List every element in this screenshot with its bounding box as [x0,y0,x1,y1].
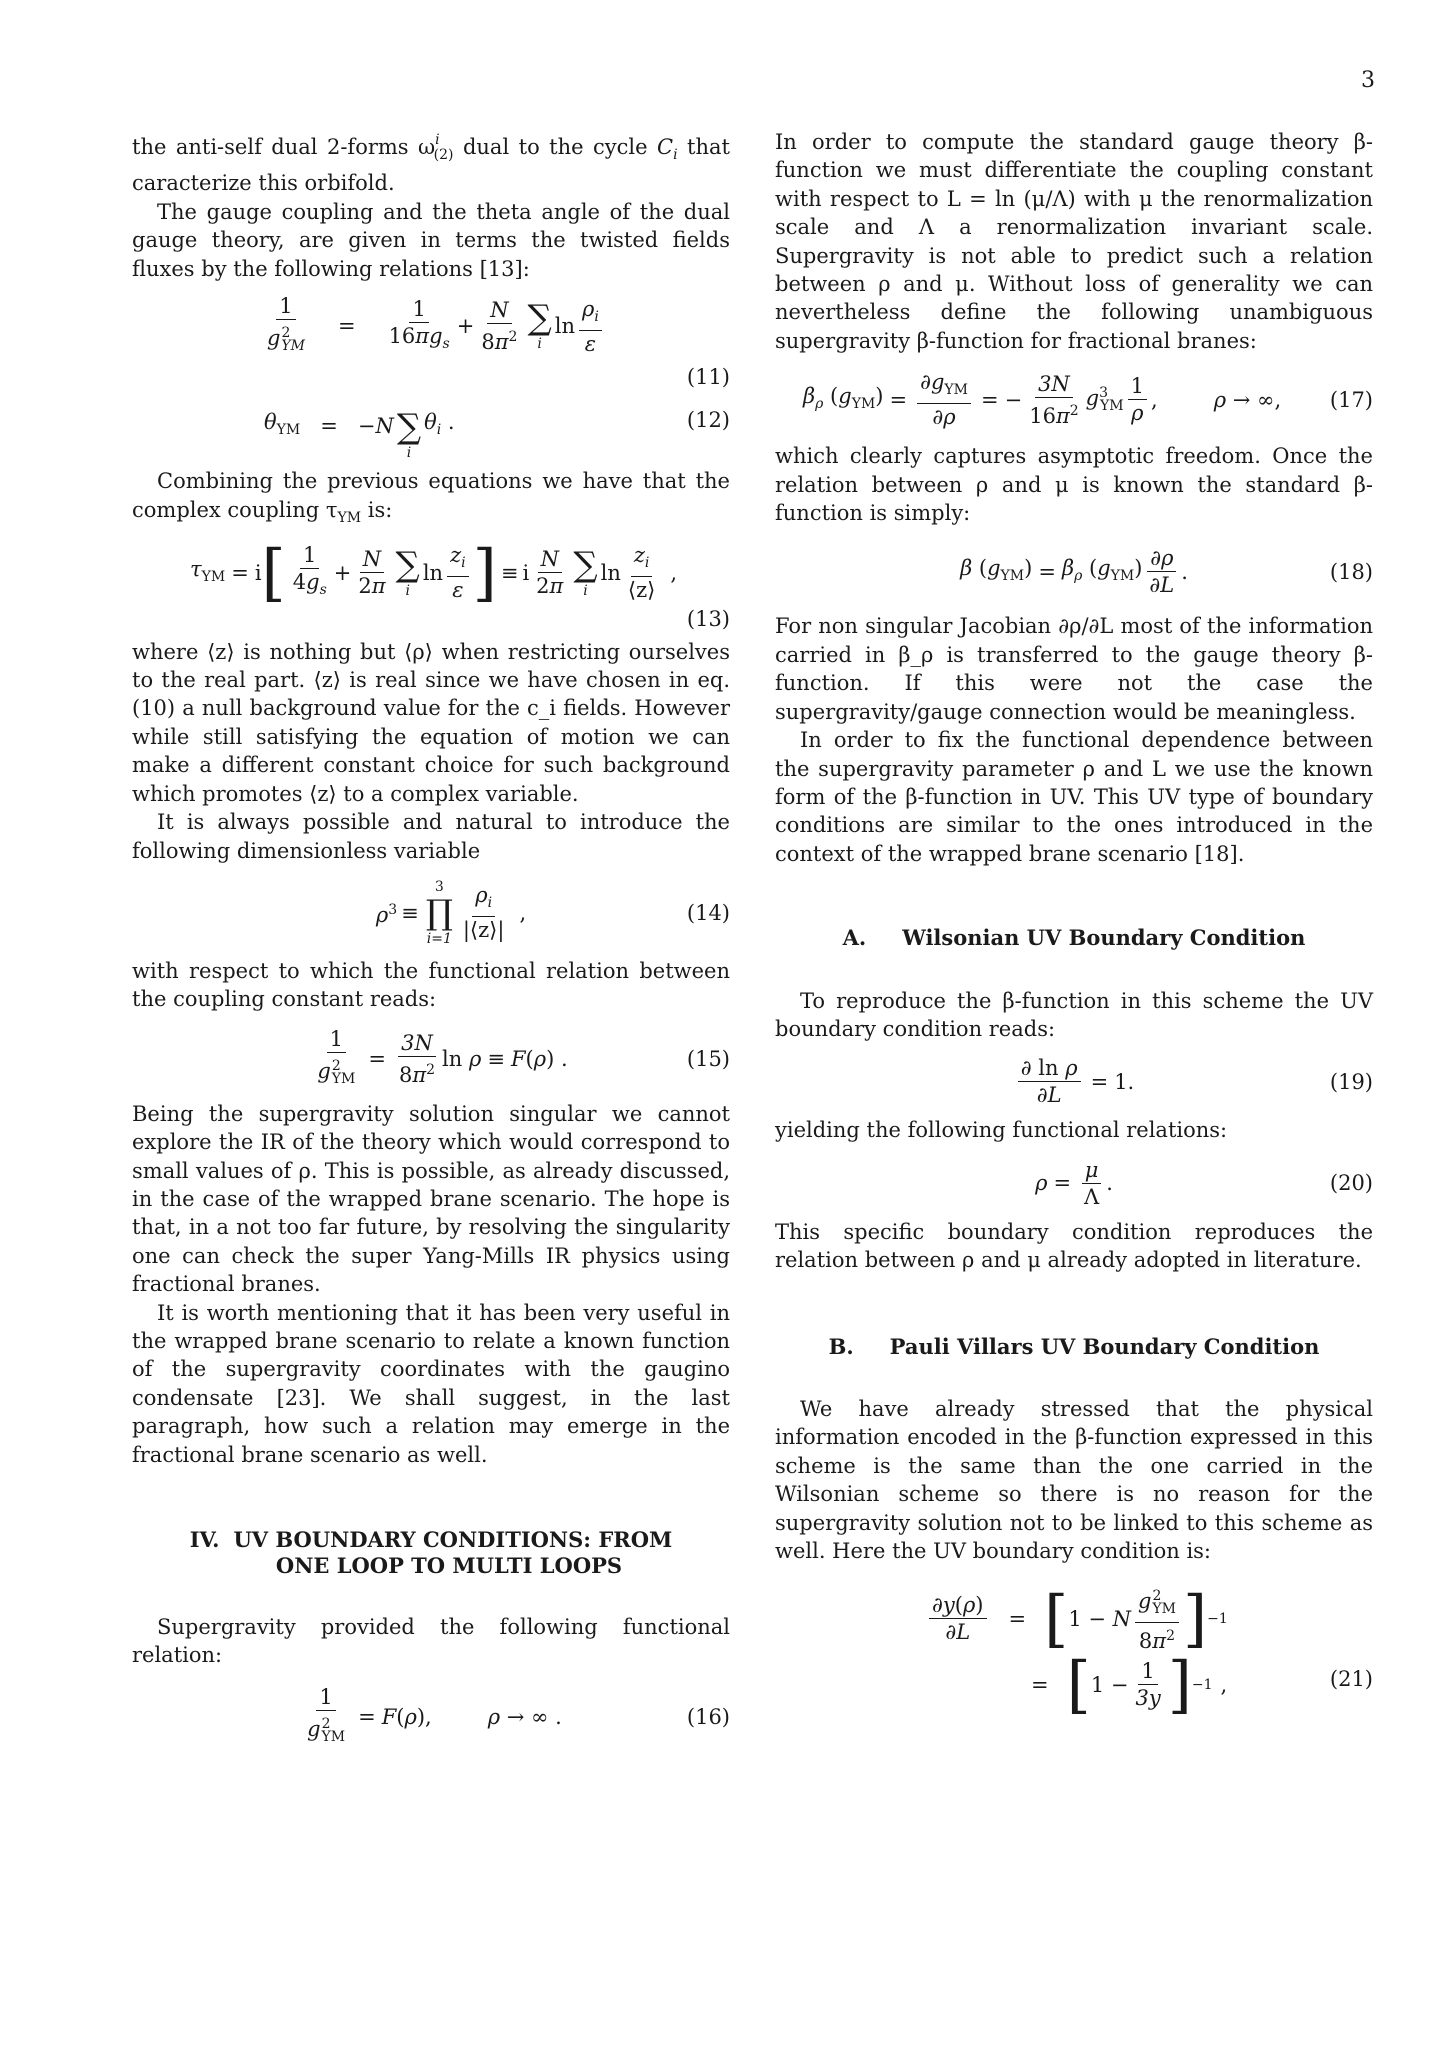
paragraph: We have already stressed that the physical information encoded in the β-function expressed in this scheme is the same than the one carried in the Wilsonian scheme so there is no reason for the supergravity solution not to be linked to this scheme as well. Here the UV boundary condition is: [775,1396,1373,1563]
equation-number: (17) [1329,387,1373,412]
equation-19: $\frac{\text{∂ ln ρ}}{\partial L}$ = 1. (19) [775,1055,1373,1108]
equation-18: β $(g_{YM})$ = $\beta_\rho$ $(g_{YM})$ $\frac{\partial\rho}{\partial L}$ . (18) [960,546,1373,598]
section-heading-a: A. Wilsonian UV Boundary Condition [842,925,1306,951]
paragraph: In order to fix the functional dependence between the supergravity parameter ρ and L we use the known form of the β-function in UV. This UV type of boundary conditions are similar to the ones introduced in the context of the wrapped brane scenario [18]. [775,728,1373,866]
equation-14: $\rho^3$ ≡ 3 ∏ i=1 $\frac{\rho_i}{|⟨z⟩|}$ , (14) [375,878,730,947]
paragraph: with respect to which the functional relation between the coupling constant reads: [132,958,730,1012]
equation-number: (15) [686,1046,730,1071]
paragraph: the anti-self dual 2-forms $\omega^i_{(2)}$ dual to the cycle $C_i$ that caracterize this orbifold. [132,132,730,196]
paragraph: For non singular Jacobian ∂ρ/∂L most of the information carried in β_ρ is transferred to the gauge theory β-function. If this were not the case the supergravity/gauge connection would be meaningless. [775,614,1373,724]
equation-11-12: $\frac{1}{g^2_{YM}}$ = $\frac{1}{16\pi g_s}$ + $\frac{N}{8\pi^2}$ ∑ i ln $\frac{\rho_i}{\varepsilon}$ (11) $\theta_{YM}$ = −N ∑ i $\theta_i$ . (12) [132,293,730,461]
paragraph: The gauge coupling and the theta angle of the dual gauge theory, are given in terms the twisted fields fluxes by the following relations [13]: [132,199,730,281]
paragraph: yielding the following functional relations: [775,1118,1228,1143]
paragraph: To reproduce the β-function in this scheme the UV boundary condition reads: [775,988,1373,1041]
equation-number: (18) [1329,559,1373,584]
equation-number: (13) [686,607,730,632]
equation-number: (16) [686,1704,730,1729]
equation-17: $\beta_\rho$ $(g_{YM})$ = $\frac{\partial g_{YM}}{\partial\rho}$ = − $\frac{3N}{16\pi^2}$ $g^3_{YM}$ $\frac{1}{\rho}$ , ρ → ∞, (17) [803,370,1373,430]
left-column [132,128,730,1764]
paragraph: Being the supergravity solution singular we cannot explore the IR of the theory which would correspond to small values of ρ. This is possible, as already discussed, in the case of the wrapped brane scenario. The hope is that, in a not too far future, by resolving the singularity one can check the super Yang-Mills IR physics using fractional branes. [132,1101,730,1297]
page-number: 3 [1361,68,1375,93]
paragraph: Supergravity provided the following functional relation: [132,1615,730,1668]
paragraph: where ⟨z⟩ is nothing but ⟨ρ⟩ when restricting ourselves to the real part. ⟨z⟩ is real since we have chosen in eq.(10) a null background value for the c_i fields. However while still satisfying the equation of motion we can make a different constant choice for such background which promotes ⟨z⟩ to a complex variable. [132,639,730,806]
equation-number: (11) [686,365,730,390]
paragraph: In order to compute the standard gauge theory β-function we must differentiate the coupling constant with respect to L = ln (μ/Λ) with μ the renormalization scale and Λ a renormalization invariant scale. Supergravity is not able to predict such a relation between ρ and μ. Without loss of generality we can nevertheless define the following unambiguous supergravity β-function for fractional branes: [775,130,1373,353]
equation-21: $\frac{\partial y(\rho)}{\partial L}$ = [ 1 − N $\frac{g^2_{YM}}{8\pi^2}$ ] −1 = [ 1 − $\frac{1}{3y}$ ] −1 , (21) [775,1583,1373,1711]
paragraph: It is worth mentioning that it has been very useful in the wrapped brane scenario to relate a known function of the supergravity coordinates with the gaugino condensate [23]. We shall suggest, in the last paragraph, how such a relation may emerge in the fractional brane scenario as well. [132,1300,730,1467]
paragraph: It is always possible and natural to introduce the following dimensionless variable [132,810,730,863]
equation-15: $\frac{1}{g^2_{YM}}$ = $\frac{3N}{8\pi^2}$ ln ρ ≡ F(ρ) . (15) [317,1026,730,1087]
equation-13: $\tau_{YM}$ = i [ $\frac{1}{4g_s}$ + $\frac{N}{2\pi}$ ∑ i ln $\frac{z_i}{\varepsilon}$ ] ≡ i $\frac{N}{2\pi}$ ∑ i ln $\frac{z_i}{⟨z⟩}$ , (13) [132,542,730,633]
section-heading-b: B. Pauli Villars UV Boundary Condition [828,1333,1320,1359]
equation-20: ρ = $\frac{\mu}{\Lambda}$ . (20) [1035,1157,1373,1209]
paragraph: Combining the previous equations we have that the complex coupling $\tau_{YM}$ is: [132,469,730,526]
equation-number: (20) [1329,1171,1373,1196]
equation-16: $\frac{1}{g^2_{YM}}$ = F(ρ), ρ → ∞ . (16) [307,1684,730,1745]
equation-number: (14) [686,900,730,925]
equation-number: (21) [1329,1667,1373,1691]
paragraph: This specific boundary condition reproduces the relation between ρ and μ already adopted in literature. [775,1219,1373,1273]
section-heading-iv: IV. UV BOUNDARY CONDITIONS: FROM ONE LOOP TO MULTI LOOPS [189,1527,673,1578]
equation-number: (12) [686,408,730,433]
right-column [775,128,1373,1721]
paragraph: which clearly captures asymptotic freedom. Once the relation between ρ and μ is known the standard β-function is simply: [775,444,1373,526]
equation-number: (19) [1329,1069,1373,1094]
